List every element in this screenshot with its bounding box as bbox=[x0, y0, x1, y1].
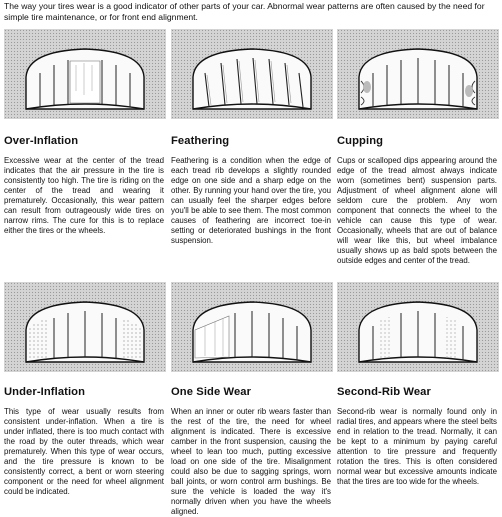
section-body-one-side-wear: When an inner or outer rib wears faster than the rest of the tire, the need for wheel alignment is indicated. There is excessive camber in the front suspension, causing the wheel to lean too much, putting excessive load on one side of the tire. Misalignment could also be due to sagging springs, worn ball joints, or worn control arm bushings. Be sure the vehicle is loaded the way it's normally driven when you have the wheels aligned. bbox=[171, 407, 331, 516]
tire-one-side-wear-illustration bbox=[171, 282, 333, 372]
tire-cupped-edge-illustration bbox=[337, 29, 499, 119]
section-body-under-inflation: This type of wear usually results from consistent under-inflation. When a tire is under inflated, there is too much contact with the road by the outer threads, which wear prematurely. When this type of wear occurs, and the tire pressure is known to be consistently correct, a bent or worn steering component or the need for wheel alignment could be indicated. bbox=[4, 407, 164, 496]
section-body-cupping: Cups or scalloped dips appearing around the edge of the tread almost always indicate worn (sometimes bent) suspension parts. Adjustment of wheel alignment alone will seldom cure the problem. Any worn component that connects the wheel to the vehicle can cause this type of wear. Occasionally, wheels that are out of balance will wear like this, but wheel imbalance usually shows up as bald spots between the outside edges and center of the tread. bbox=[337, 156, 497, 265]
section-title-one-side-wear: One Side Wear bbox=[171, 386, 252, 398]
section-title-under-inflation: Under-Inflation bbox=[4, 386, 86, 398]
tire-center-wear-illustration bbox=[4, 29, 166, 119]
section-title-feathering: Feathering bbox=[171, 135, 230, 147]
section-title-over-inflation: Over-Inflation bbox=[4, 135, 79, 147]
section-body-feathering: Feathering is a condition when the edge of each tread rib develops a slightly rounded edge on one side and a sharp edge on the other. By running your hand over the tire, you can usually feel the sharper edges before you'll be able to see them. The most common causes of feathering are incorrect toe-in setting or deteriorated bushings in the front suspension. bbox=[171, 156, 331, 245]
section-title-cupping: Cupping bbox=[337, 135, 384, 147]
tire-feathered-ribs-illustration bbox=[171, 29, 333, 119]
intro-text: The way your tires wear is a good indicator of other parts of your car. Abnormal wear patterns are often caused by the need for simple tire maintenance, or for front end alignment. bbox=[4, 1, 485, 22]
tire-shoulder-wear-illustration bbox=[4, 282, 166, 372]
section-body-second-rib-wear: Second-rib wear is normally found only in radial tires, and appears where the steel belts end in relation to the tread. Normally, it can be kept to a minimum by paying careful attention to tire pressure and frequently rotation the tires. This is often considered normal wear but excessive amounts indicate that the tires are too wide for the wheels. bbox=[337, 407, 497, 486]
section-body-over-inflation: Excessive wear at the center of the tread indicates that the air pressure in the tire is consistently too high. The tire is riding on the center of the tread and wearing it prematurely. Occasionally, this wear pattern can result from outrageously wide tires on narrow rims. The cure for this is to replace either the tires or the wheels. bbox=[4, 156, 164, 235]
section-title-second-rib-wear: Second-Rib Wear bbox=[337, 386, 431, 398]
tire-second-rib-wear-illustration bbox=[337, 282, 499, 372]
